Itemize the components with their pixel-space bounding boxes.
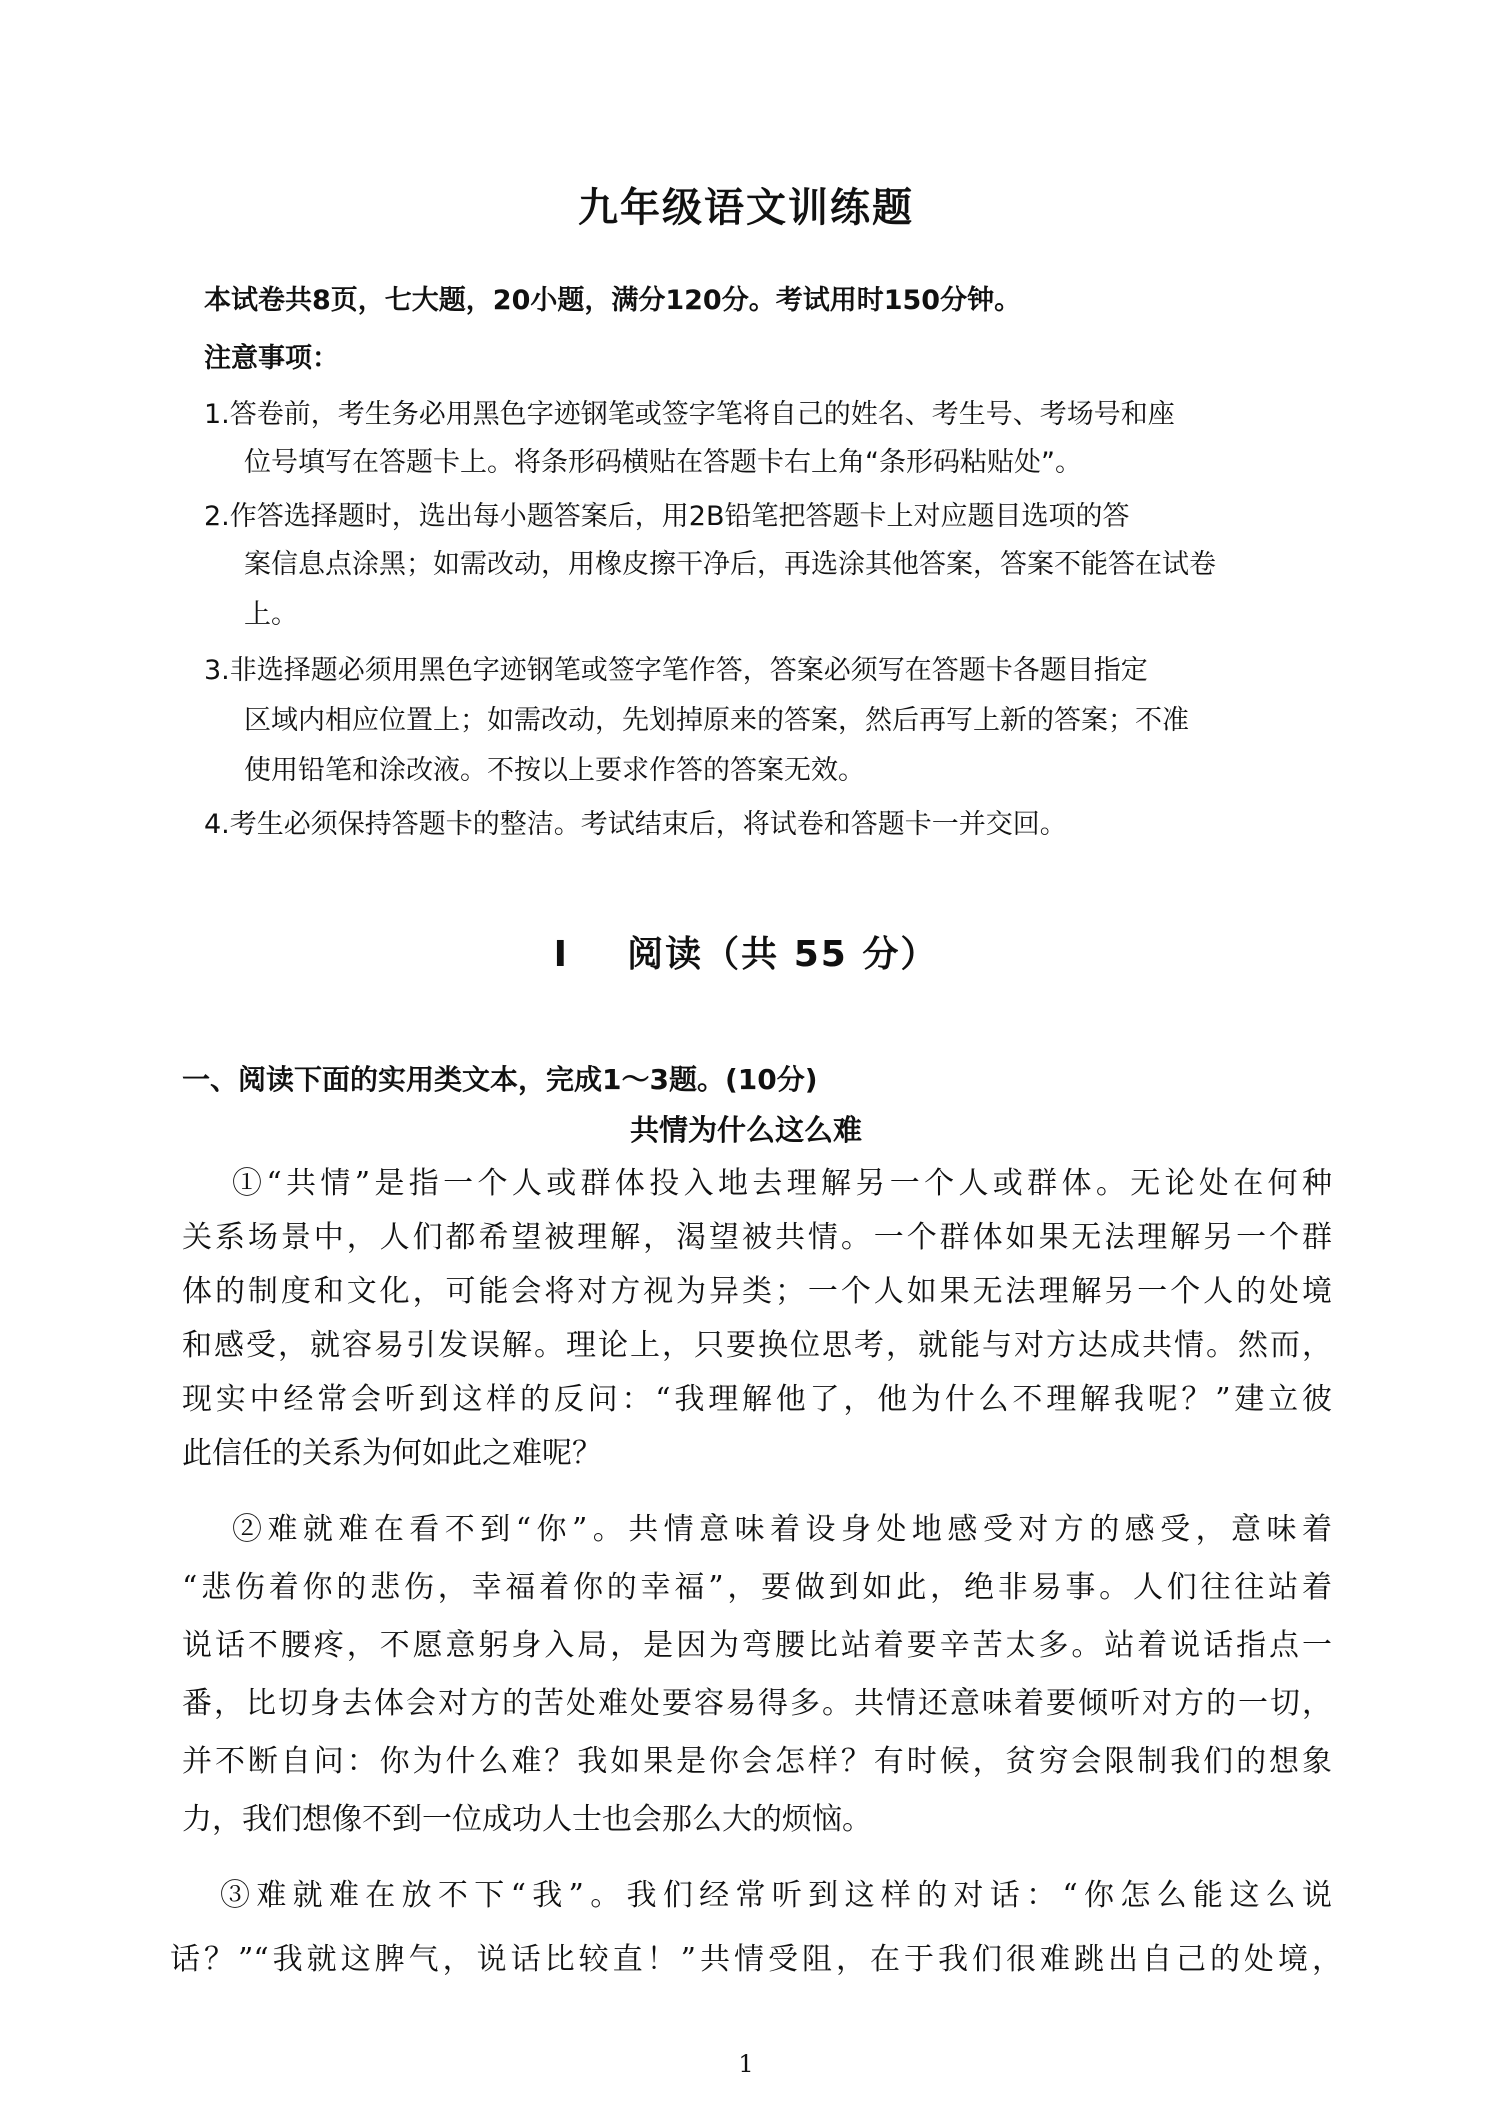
notice-line: 2.作答选择题时，选出每小题答案后，用2B铅笔把答题卡上对应题目选项的答 [204, 501, 1130, 532]
notice-line: 上。 [244, 599, 298, 630]
page-number: 1 [738, 2050, 754, 2078]
paragraph-line: 体的制度和文化，可能会将对方视为异类；一个人如果无法理解另一个人的处境 [182, 1274, 1332, 1309]
paragraph-line: 现实中经常会听到这样的反问：“我理解他了，他为什么不理解我呢？”建立彼 [182, 1382, 1332, 1417]
article-title: 共情为什么这么难 [629, 1113, 862, 1147]
notice-line: 使用铅笔和涂改液。不按以上要求作答的答案无效。 [244, 755, 865, 786]
exam-intro: 本试卷共8页，七大题，20小题，满分120分。考试用时150分钟。 [204, 285, 1022, 316]
section-title: I 阅读（共 55 分） [553, 934, 939, 975]
notice-heading: 注意事项： [204, 343, 339, 374]
notice-line: 3.非选择题必须用黑色字迹钢笔或签字笔作答，答案必须写在答题卡各题目指定 [204, 655, 1148, 686]
notice-line: 区域内相应位置上；如需改动，先划掉原来的答案，然后再写上新的答案；不准 [244, 705, 1189, 736]
notice-line: 案信息点涂黑；如需改动，用橡皮擦干净后，再选涂其他答案，答案不能答在试卷 [244, 549, 1216, 580]
paragraph-line: 力，我们想像不到一位成功人士也会那么大的烦恼。 [182, 1802, 872, 1837]
notice-line: 1.答卷前，考生务必用黑色字迹钢笔或签字笔将自己的姓名、考生号、考场号和座 [204, 399, 1175, 430]
page-title: 九年级语文训练题 [578, 185, 914, 231]
paragraph-line: ③难就难在放不下“我”。我们经常听到这样的对话：“你怎么能这么说 [220, 1878, 1332, 1913]
paragraph-line: “悲伤着你的悲伤，幸福着你的幸福”，要做到如此，绝非易事。人们往往站着 [182, 1570, 1332, 1605]
paragraph-line: 说话不腰疼，不愿意躬身入局，是因为弯腰比站着要辛苦太多。站着说话指点一 [182, 1628, 1332, 1663]
question-heading: 一、阅读下面的实用类文本，完成1～3题。(10分) [182, 1063, 818, 1096]
paragraph-line: 此信任的关系为何如此之难呢？ [182, 1436, 602, 1471]
notice-line: 位号填写在答题卡上。将条形码横贴在答题卡右上角“条形码粘贴处”。 [244, 447, 1082, 478]
notice-line: 4.考生必须保持答题卡的整洁。考试结束后，将试卷和答题卡一并交回。 [204, 809, 1067, 840]
paragraph-line: 和感受，就容易引发误解。理论上，只要换位思考，就能与对方达成共情。然而， [182, 1328, 1332, 1363]
paragraph-line: 关系场景中，人们都希望被理解，渴望被共情。一个群体如果无法理解另一个群 [182, 1220, 1332, 1255]
paragraph-line: ②难就难在看不到“你”。共情意味着设身处地感受对方的感受，意味着 [232, 1512, 1332, 1547]
paragraph-line: ①“共情”是指一个人或群体投入地去理解另一个人或群体。无论处在何种 [232, 1166, 1332, 1201]
paragraph-line: 话？”“我就这脾气，说话比较直！”共情受阻，在于我们很难跳出自己的处境， [170, 1942, 1342, 1977]
paragraph-line: 番，比切身去体会对方的苦处难处要容易得多。共情还意味着要倾听对方的一切， [182, 1686, 1332, 1721]
paragraph-line: 并不断自问：你为什么难？我如果是你会怎样？有时候，贫穷会限制我们的想象 [182, 1744, 1332, 1779]
